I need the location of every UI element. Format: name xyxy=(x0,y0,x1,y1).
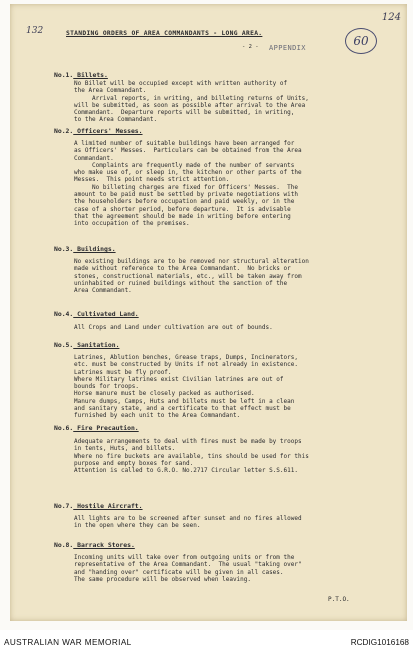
section-text-buildings: No existing buildings are to be removed nor structural alteration made without reference to the Area Commandant. No bricks or stones, constructional materials, etc., will be taken away from uninhabited or ruined buildings without the sanction of the Area Commandant. xyxy=(74,258,309,295)
section-heading-hostile-aircraft: No.7. Hostile Aircraft. xyxy=(54,502,143,510)
section-heading-cultivated-land: No.4. Cultivated Land. xyxy=(54,310,139,318)
section-heading-sanitation: No.5. Sanitation. xyxy=(54,341,120,349)
section-heading-barrack-stores: No.8. Barrack Stores. xyxy=(54,541,135,549)
footer-institution: AUSTRALIAN WAR MEMORIAL xyxy=(4,638,132,647)
section-text-barrack-stores: Incoming units will take over from outgoing units or from the representative of the Area Commandant. The usual "taking over" and "handing over" certificate will be given in all cases. The same procedure will be observed when leaving. xyxy=(74,554,302,583)
section-text-cultivated-land: All Crops and Land under cultivation are out of bounds. xyxy=(74,324,273,331)
section-text-officers-messes: A limited number of suitable buildings have been arranged for as Officers' Messes. Particulars can be obtained from the Area Commandant. Complaints are frequently made of the number of servants who make use of, or sleep in, the kitchen or other parts of the Messes. This point needs strict attention. No billeting charges are fixed for Officers' Messes. The amount to be paid must be settled by private negotiations with the householders before occupation and paid weekly, or in the case of a shorter period, before departure. It is advisable that the agreement should be made in writing before entering into occupation of the premises. xyxy=(74,140,302,228)
section-text-billets: No Billet will be occupied except with written authority of the Area Commandant. Arrival reports, in writing, and billeting returns of Units, will be submitted, as soon as possible after arrival to the Area Commandant. Departure reports will be submitted, in writing, to the Area Commandant. xyxy=(74,80,309,124)
section-text-hostile-aircraft: All lights are to be screened after sunset and no fires allowed in the open where they can be seen. xyxy=(74,515,302,530)
section-heading-fire-precaution: No.6. Fire Precaution. xyxy=(54,424,139,432)
document-title: STANDING ORDERS OF AREA COMMANDANTS - LONG AREA. xyxy=(66,30,263,37)
please-turn-over: P.T.O. xyxy=(328,596,350,603)
handwritten-folio-left: 132 xyxy=(26,26,44,36)
document-sheet xyxy=(10,4,407,621)
appendix-stamp: APPENDIX xyxy=(269,44,306,52)
handwritten-folio-right: 124 xyxy=(381,12,401,23)
page-marker: - 2 - xyxy=(242,44,259,50)
circled-number: 60 xyxy=(345,28,377,54)
section-text-sanitation: Latrines, Ablution benches, Grease traps, Dumps, Incinerators, etc. must be constructed by Units if not already in existence. Latrines must be fly proof. Where Military latrines exist Civilian latrines are out of bounds for troops. Horse manure must be closely packed as authorised. Manure dumps, Camps, Huts and billets must be left in a clean and sanitary state, and a certificate to that effect must be furnished by each unit to the Area Commandant. xyxy=(74,354,298,420)
section-text-fire-precaution: Adequate arrangements to deal with fires must be made by troops in tents, Huts, and billets. Where no fire buckets are available, tins should be used for this purpose and empty boxes for sand. Attention is called to G.R.O. No.2717 Circular letter S.S.611. xyxy=(74,438,309,475)
footer-reference: RCDIG1016168 xyxy=(350,638,409,647)
footer-bar xyxy=(0,630,413,654)
section-heading-buildings: No.3. Buildings. xyxy=(54,245,116,253)
section-heading-billets: No.1. Billets. xyxy=(54,71,108,79)
section-heading-officers-messes: No.2. Officers' Messes. xyxy=(54,127,143,135)
